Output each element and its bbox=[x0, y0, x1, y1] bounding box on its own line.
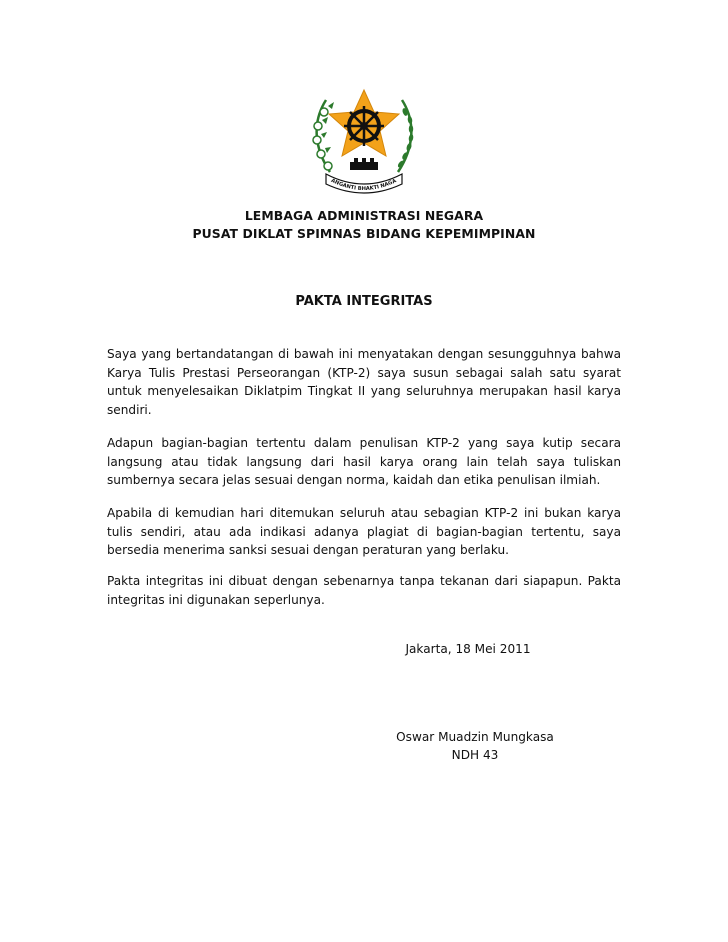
svg-text:MANGANTI BHAKTI NAGARI: ANGANTI BHAKTI NAGA bbox=[329, 177, 398, 193]
paragraph-statement: Saya yang bertandatangan di bawah ini menyatakan dengan sesungguhnya bahwa Karya Tulis Prestasi Perseorangan (KTP-2) saya susun sebagai salah satu syarat untuk menyelesaikan Diklatpim Tingkat II yang seluruhnya merupakan hasil karya sendiri. bbox=[107, 347, 621, 417]
signer-name: Oswar Muadzin Mungkasa bbox=[396, 730, 554, 744]
paragraph-sanction: Apabila di kemudian hari ditemukan seluruh atau sebagian KTP-2 ini bukan karya tulis sendiri, atau ada indikasi adanya plagiat di bagian-bagian tertentu, saya bersedia menerima sanksi sesuai dengan peraturan yang berlaku. bbox=[107, 506, 621, 557]
signer-id: NDH 43 bbox=[451, 748, 499, 762]
document-title: PAKTA INTEGRITAS bbox=[295, 294, 433, 309]
paragraph-closing: Pakta integritas ini dibuat dengan sebenarnya tanpa tekanan dari siapapun. Pakta integritas ini digunakan seperlunya. bbox=[107, 574, 621, 607]
organization-unit: PUSAT DIKLAT SPIMNAS BIDANG KEPEMIMPINAN bbox=[192, 226, 536, 241]
paragraph-citation: Adapun bagian-bagian tertentu dalam penulisan KTP-2 yang saya kutip secara langsung atau tidak langsung dari hasil karya orang lain telah saya tuliskan sumbernya secara jelas sesuai dengan norma, kaidah dan etika penulisan ilmiah. bbox=[107, 436, 621, 487]
place-date: Jakarta, 18 Mei 2011 bbox=[405, 642, 531, 656]
lan-emblem-icon bbox=[304, 82, 424, 200]
organization-name: LEMBAGA ADMINISTRASI NEGARA bbox=[244, 208, 484, 223]
